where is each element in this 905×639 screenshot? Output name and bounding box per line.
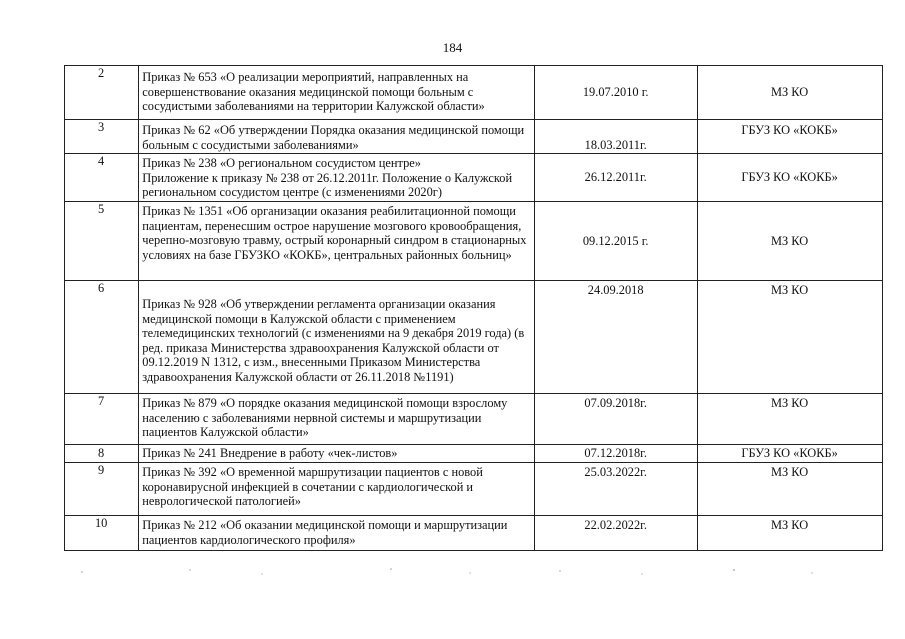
order-text: Приказ № 928 «Об утверждении регламента организации оказания медицинской помощи в Калужской области с применением телемедицинских технологий (с изменениями на 9 декабря 2019 года) (в ред. приказа Министерства здравоохранения Калужской области от 09.12.2019 N 1312, с изм., внесенными Приказом Министерства здравоохранения Калужской области от 26.11.2018 №1191) (139, 281, 535, 394)
responsible: МЗ КО (698, 281, 883, 394)
order-date: 07.09.2018г. (535, 394, 698, 445)
order-date: 09.12.2015 г. (535, 202, 698, 281)
table-row (65, 445, 883, 463)
order-text: Приказ № 879 «О порядке оказания медицинской помощи взрослому населению с заболеваниями нервной системы и маршрутизации пациентов Калужской области» (139, 394, 535, 445)
responsible: МЗ КО (698, 516, 883, 551)
row-number: 10 (65, 516, 139, 551)
row-number: 3 (65, 120, 139, 154)
row-number: 2 (65, 66, 139, 120)
responsible: МЗ КО (698, 394, 883, 445)
order-text: Приказ № 238 «О региональном сосудистом центре» Приложение к приказу № 238 от 26.12.2011г. Положение о Калужской региональном сосудистом центре (с изменениями 2020г) (139, 154, 535, 202)
responsible: МЗ КО (698, 463, 883, 516)
order-text: Приказ № 653 «О реализации мероприятий, направленных на совершенствование оказания медицинской помощи больным с сосудистыми заболеваниями на территории Калужской области» (139, 66, 535, 120)
order-date: 22.02.2022г. (535, 516, 698, 551)
row-number: 8 (65, 445, 139, 463)
order-date: 24.09.2018 (535, 281, 698, 394)
order-date: 07.12.2018г. (535, 445, 698, 463)
order-text: Приказ № 62 «Об утверждении Порядка оказания медицинской помощи больным с сосудистыми заболеваниями» (139, 120, 535, 154)
table-row (65, 202, 883, 281)
order-text: Приказ № 241 Внедрение в работу «чек-листов» (139, 445, 535, 463)
table-row (65, 394, 883, 445)
order-date: 18.03.2011г. (535, 120, 698, 154)
order-text: Приказ № 392 «О временной маршрутизации пациентов с новой коронавирусной инфекцией в сочетании с кардиологической и неврологической патологией» (139, 463, 535, 516)
row-number: 6 (65, 281, 139, 394)
order-date: 19.07.2010 г. (535, 66, 698, 120)
table-row (65, 120, 883, 154)
table-row (65, 516, 883, 551)
order-date: 25.03.2022г. (535, 463, 698, 516)
orders-table (64, 65, 883, 551)
table-row (65, 154, 883, 202)
scan-noise (0, 560, 905, 590)
row-number: 5 (65, 202, 139, 281)
page-number: 184 (442, 40, 463, 55)
row-number: 4 (65, 154, 139, 202)
order-text: Приказ № 1351 «Об организации оказания реабилитационной помощи пациентам, перенесшим острое нарушение мозгового кровообращения, черепно-мозговую травму, острый коронарный синдром в стационарных условиях на базе ГБУЗКО «КОКБ», центральных районных больниц» (139, 202, 535, 281)
row-number: 9 (65, 463, 139, 516)
responsible: ГБУЗ КО «КОКБ» (698, 120, 883, 154)
table-row (65, 281, 883, 394)
table-row (65, 66, 883, 120)
order-text: Приказ № 212 «Об оказании медицинской помощи и маршрутизации пациентов кардиологического профиля» (139, 516, 535, 551)
row-number: 7 (65, 394, 139, 445)
responsible: ГБУЗ КО «КОКБ» (698, 154, 883, 202)
table-row (65, 463, 883, 516)
responsible: ГБУЗ КО «КОКБ» (698, 445, 883, 463)
order-date: 26.12.2011г. (535, 154, 698, 202)
responsible: МЗ КО (698, 66, 883, 120)
responsible: МЗ КО (698, 202, 883, 281)
